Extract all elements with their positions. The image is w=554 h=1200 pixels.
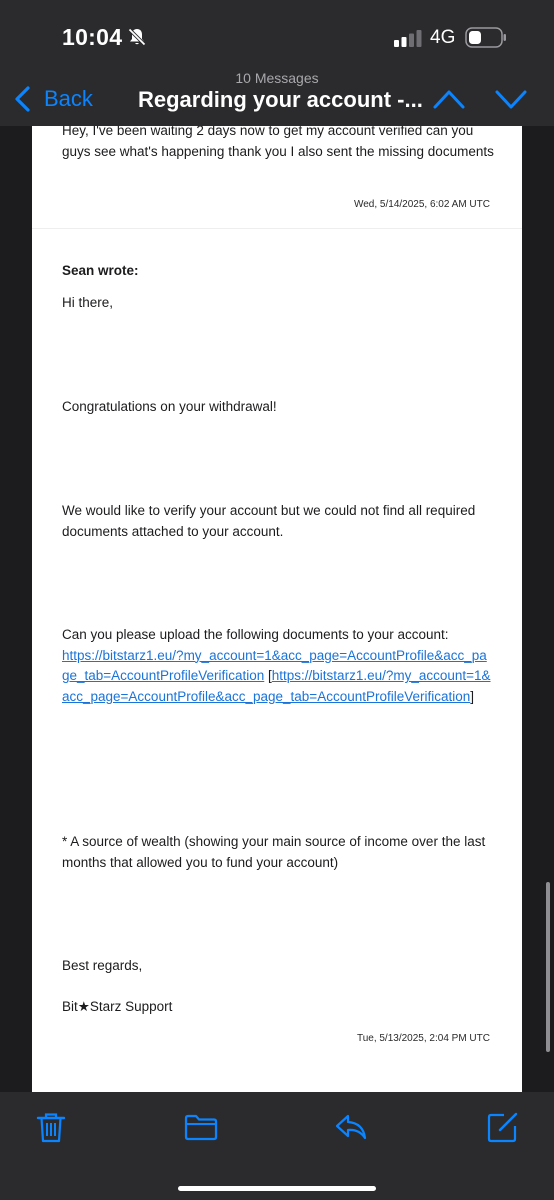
bracket-close: ] [470, 688, 475, 704]
reply-icon[interactable] [334, 1110, 368, 1144]
scrollbar[interactable] [546, 882, 550, 1052]
home-indicator[interactable] [178, 1186, 376, 1191]
nav-bar [0, 64, 554, 128]
message-card [32, 126, 522, 1092]
folder-icon[interactable] [184, 1110, 218, 1144]
wealth-text: * A source of wealth (showing your main source of income over the last months that allowed you to fund your account) [62, 834, 486, 870]
message-thread[interactable] [0, 126, 554, 1092]
regards-text: Best regards, [62, 958, 143, 973]
cellular-signal-icon [394, 30, 424, 47]
thread-subject: Regarding your account -... [138, 87, 423, 112]
status-time: 10:04 [62, 24, 123, 50]
back-label: Back [44, 86, 93, 111]
upload-intro: Can you please upload the following documents to your account: [62, 627, 449, 642]
upload-paragraph [62, 625, 494, 707]
message-count: 10 Messages [235, 70, 319, 86]
bracket-open: [ [264, 668, 272, 684]
compose-icon[interactable] [486, 1110, 520, 1144]
bell-slash-icon [127, 27, 147, 47]
battery-icon [465, 27, 507, 48]
message-divider [32, 228, 522, 229]
chevron-left-icon [14, 86, 32, 112]
back-button[interactable] [14, 84, 93, 114]
verification-link-alt[interactable]: https://bitstarz1.eu/?my_account=1&acc_page=AccountProfile&acc_page_tab=AccountProfileVerification [62, 668, 491, 704]
previous-message-button[interactable] [432, 86, 466, 112]
verification-link[interactable]: https://bitstarz1.eu/?my_account=1&acc_page=AccountProfile&acc_page_tab=AccountProfileVerification [62, 647, 487, 684]
quote-header: Sean wrote: [62, 263, 139, 278]
signature-text: Bit★Starz Support [62, 999, 173, 1014]
status-bar [0, 0, 554, 64]
next-message-button[interactable] [494, 86, 528, 112]
network-type: 4G [430, 27, 456, 48]
bottom-toolbar [0, 1092, 554, 1200]
original-date: Tue, 5/13/2025, 2:04 PM UTC [356, 1033, 490, 1044]
reply-body: Hey, I've been waiting 2 days now to get my account verified can you guys see what's happening thank you I also sent the missing documents [62, 126, 494, 159]
greeting-text: Hi there, [62, 295, 114, 310]
verify-text: We would like to verify your account but we could not find all required documents attached to your account. [62, 503, 476, 539]
trash-icon[interactable] [34, 1110, 68, 1144]
congrats-text: Congratulations on your withdrawal! [62, 399, 277, 414]
reply-date: Wed, 5/14/2025, 6:02 AM UTC [353, 199, 490, 210]
